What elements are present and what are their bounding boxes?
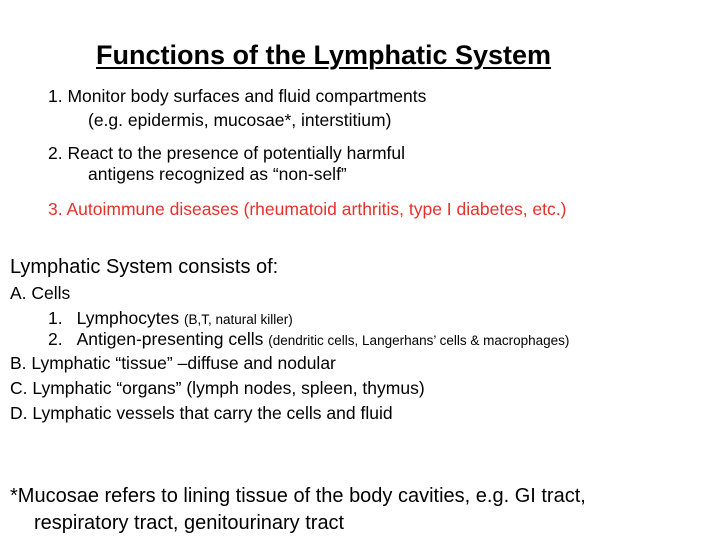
cell-item-2-detail: (dendritic cells, Langerhans’ cells & macrophages) <box>268 333 570 348</box>
function-3-line-1: 3. Autoimmune diseases (rheumatoid arthritis, type I diabetes, etc.) <box>48 199 567 219</box>
section-a-cells: A. Cells <box>10 283 71 303</box>
cell-item-1 <box>48 310 293 328</box>
section-b-tissue: B. Lymphatic “tissue” –diffuse and nodular <box>10 353 336 373</box>
consists-heading: Lymphatic System consists of: <box>10 256 279 278</box>
function-1-line-1: 1. Monitor body surfaces and fluid compartments <box>48 86 427 106</box>
function-2-line-2: antigens recognized as “non-self” <box>88 164 347 184</box>
footnote-line-1: *Mucosae refers to lining tissue of the body cavities, e.g. GI tract, <box>10 485 586 507</box>
cell-item-2-name: Antigen-presenting cells <box>76 329 264 349</box>
cell-item-1-detail: (B,T, natural killer) <box>183 312 293 327</box>
section-d-vessels: D. Lymphatic vessels that carry the cells and fluid <box>10 403 393 423</box>
section-c-organs: C. Lymphatic “organs” (lymph nodes, spleen, thymus) <box>10 378 425 398</box>
function-1-line-2: (e.g. epidermis, mucosae*, interstitium) <box>88 110 392 130</box>
cell-item-1-number: 1. <box>48 308 63 328</box>
slide-title: Functions of the Lymphatic System <box>96 40 552 70</box>
cell-item-1-name: Lymphocytes <box>76 308 180 328</box>
cell-item-2 <box>48 331 569 349</box>
footnote-line-2: respiratory tract, genitourinary tract <box>34 512 345 534</box>
cell-item-2-number: 2. <box>48 329 63 349</box>
function-2-line-1: 2. React to the presence of potentially harmful <box>48 143 406 163</box>
